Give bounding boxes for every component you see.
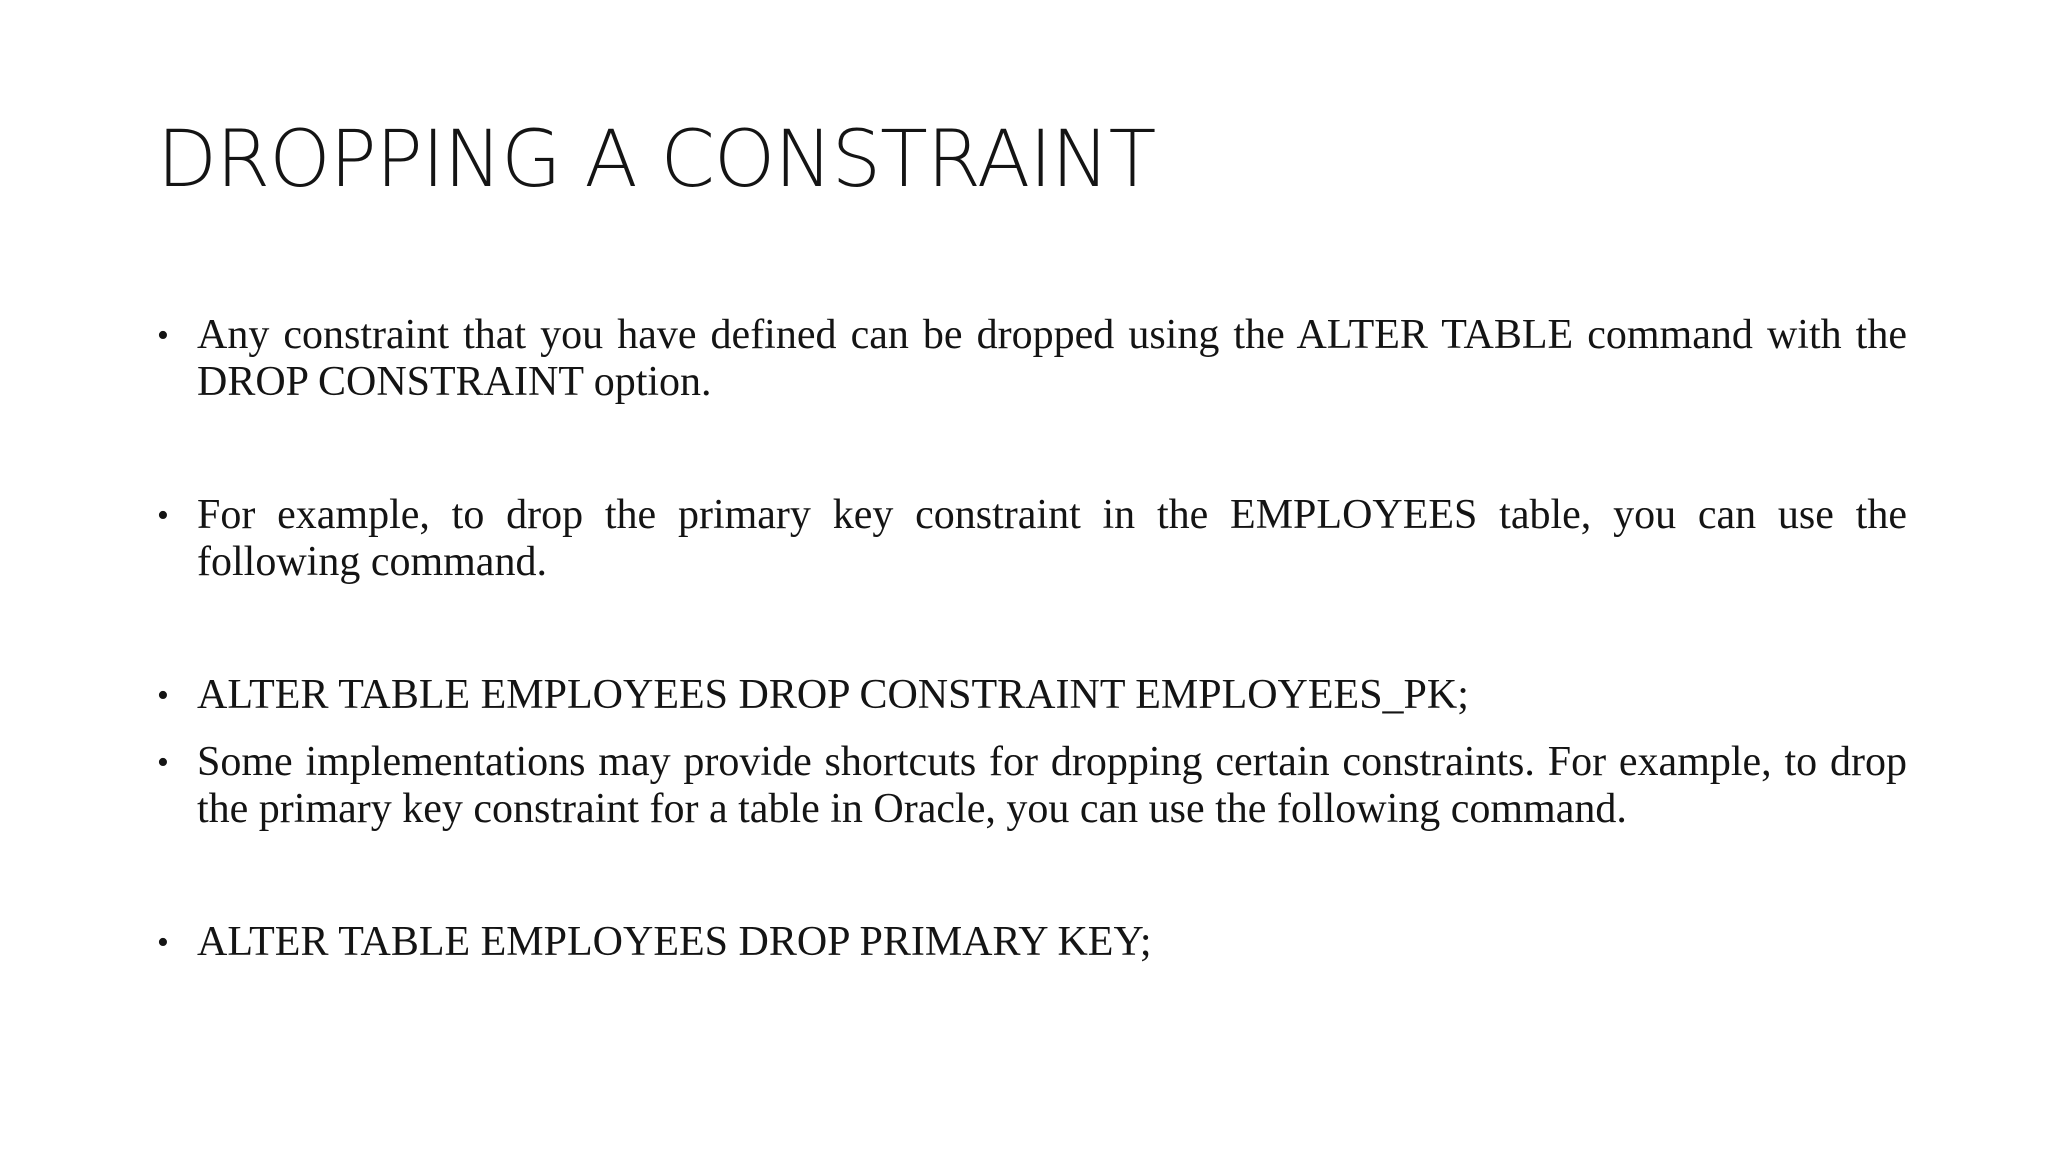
bullet-text: ALTER TABLE EMPLOYEES DROP PRIMARY KEY; <box>197 919 1152 965</box>
bullet-text: Some implementations may provide shortcuts for dropping certain constraints. For example, to drop the primary key constraint for a table in Oracle, you can use the following command. <box>197 739 1907 832</box>
bullet-dot-icon: • <box>157 677 169 714</box>
bullet-text: Any constraint that you have defined can be dropped using the ALTER TABLE command with the DROP CONSTRAINT option. <box>197 312 1907 405</box>
bullet-text: ALTER TABLE EMPLOYEES DROP CONSTRAINT EMPLOYEES_PK; <box>197 672 1469 718</box>
bullet-dot-icon: • <box>157 744 169 781</box>
bullet-dot-icon: • <box>157 317 169 354</box>
bullet-text: For example, to drop the primary key constraint in the EMPLOYEES table, you can use the following command. <box>197 492 1907 585</box>
bullet-dot-icon: • <box>157 497 169 534</box>
bullet-item <box>157 312 1907 406</box>
bullet-item <box>157 919 1907 966</box>
bullet-item <box>157 672 1907 719</box>
bullet-item <box>157 739 1907 833</box>
bullet-dot-icon: • <box>157 924 169 961</box>
bullet-item <box>157 492 1907 586</box>
slide-title: DROPPING A CONSTRAINT <box>157 115 1156 205</box>
bullet-list <box>157 312 1907 966</box>
